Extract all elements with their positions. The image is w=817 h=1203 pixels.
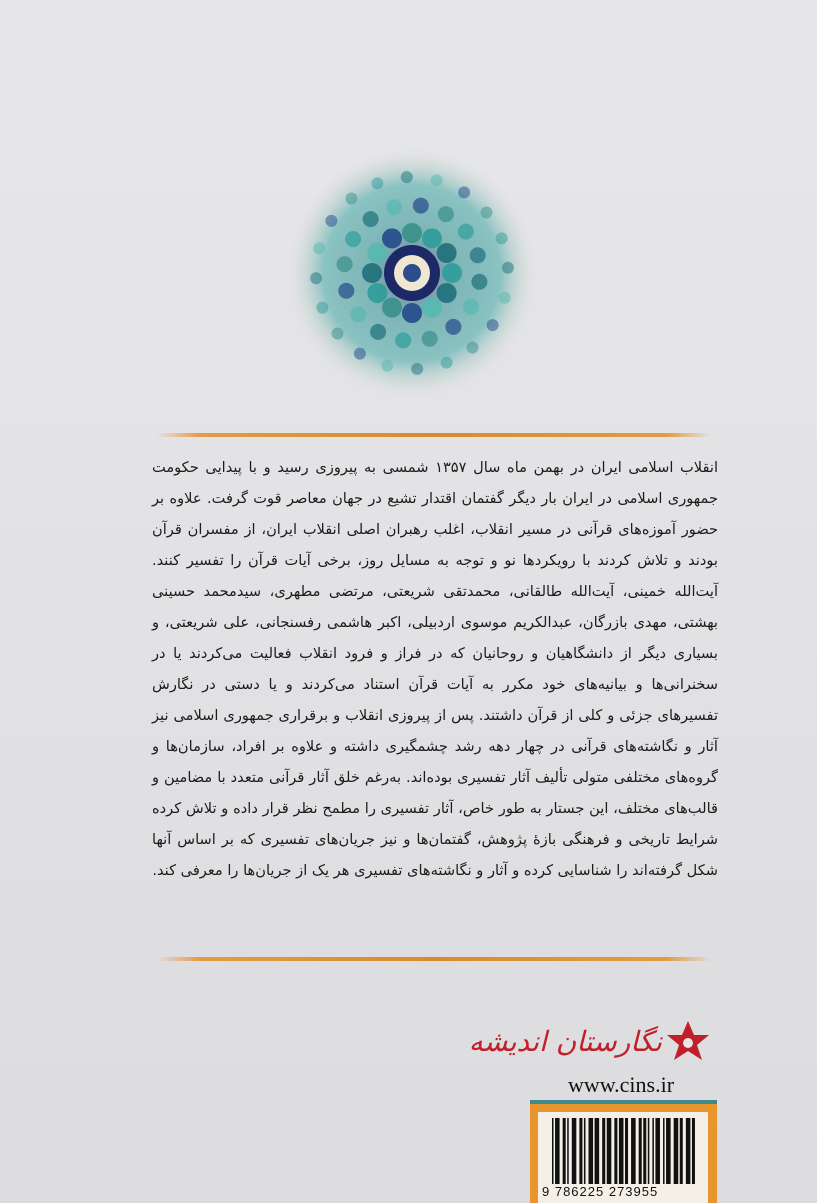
barcode-bar bbox=[572, 1118, 577, 1184]
rosette-tile bbox=[363, 211, 379, 227]
rosette-tile bbox=[458, 186, 470, 198]
bottom-decorative-rule bbox=[156, 957, 712, 961]
back-cover-description: انقلاب اسلامی ایران در بهمن ماه سال ۱۳۵۷ شمسی به پیروزی رسید و با پیدایی حکومت جمهوری اسلامی در ایران بار دیگر گفتمان اقتدار تشیع در جهان معاصر قوت گرفت. علاوه بر حضور آموزه‌های قرآنی در مسیر انقلاب، اغلب رهبران اصلی انقلاب ایران، از مفسران قرآن بودند و تلاش کردند با رویکردها نو و توجه به مسایل روز، برخی آیات قرآن را تفسیر کنند. آیت‌الله خمینی، آیت‌الله طالقانی، محمدتقی شریعتی، مرتضی مطهری، سیدمحمد حسینی بهشتی، مهدی بازرگان، عبدالکریم موسوی اردبیلی، اکبر هاشمی رفسنجانی، علی شریعتی، و بسیاری دیگر از دانشگاهیان و روحانیان که در فراز و فرود انقلاب فعالیت می‌کردند یا در سخنرانی‌ها و بیانیه‌های خود مکرر به آیات قرآن استناد می‌کردند و یا دستی در نگارش تفسیرهای جزئی و کلی از قرآن داشتند. پس از پیروزی انقلاب و برقراری جمهوری اسلامی نیز آثار و نگاشته‌های قرآنی در چهار دهه رشد چشمگیری داشته و علاوه بر افراد، سازمان‌ها و گروه‌های مختلفی متولی تألیف آثار تفسیری بوده‌اند. به‌رغم خلق آثار قرآنی متعدد با مضامین و قالب‌های مختلف، این جستار به طور خاص، آثار تفسیری را مطمح نظر قرار داده و تلاش کرده شرایط تاریخی و فرهنگی بازهٔ پژوهش، گفتمان‌ها و نیز جریان‌های تفسیری که بر اساس آنها شکل گرفته‌اند را شناسایی کرده و آثار و نگاشته‌های تفسیری هر یک از جریان‌ها را معرفی کند. bbox=[152, 459, 718, 879]
rosette-tile bbox=[463, 299, 479, 315]
rosette-tile bbox=[487, 319, 499, 331]
barcode-bar bbox=[674, 1118, 679, 1184]
barcode-panel bbox=[530, 1100, 717, 1203]
barcode-bar bbox=[552, 1118, 554, 1184]
barcode-bar bbox=[607, 1118, 612, 1184]
top-decorative-rule bbox=[156, 433, 712, 437]
barcode-bar bbox=[567, 1118, 569, 1184]
rosette-tile bbox=[422, 298, 442, 318]
barcode-bar bbox=[589, 1118, 594, 1184]
rosette-tile bbox=[502, 262, 514, 274]
rosette-tile bbox=[325, 215, 337, 227]
rosette-tile bbox=[470, 247, 486, 263]
barcode-bar bbox=[648, 1118, 650, 1184]
barcode-bar bbox=[619, 1118, 624, 1184]
rosette-tile bbox=[401, 171, 413, 183]
rosette-tile bbox=[422, 331, 438, 347]
star-flower-icon bbox=[664, 1018, 712, 1068]
rosette-tile bbox=[445, 319, 461, 335]
rosette-tile bbox=[346, 193, 358, 205]
rosette-tile bbox=[382, 298, 402, 318]
rosette-tile bbox=[367, 283, 387, 303]
rosette-tile bbox=[499, 292, 511, 304]
barcode-bar bbox=[595, 1118, 600, 1184]
barcode-bar bbox=[663, 1118, 665, 1184]
rosette-tile bbox=[437, 283, 457, 303]
barcode-bar bbox=[666, 1118, 671, 1184]
rosette-tile bbox=[338, 283, 354, 299]
rosette-tile bbox=[386, 199, 402, 215]
barcode-bar bbox=[579, 1118, 582, 1184]
rosette-tile bbox=[367, 243, 387, 263]
rosette-tile bbox=[467, 342, 479, 354]
rosette-tile bbox=[438, 206, 454, 222]
barcode-bar bbox=[555, 1118, 560, 1184]
tile-rosette-ornament bbox=[282, 145, 542, 400]
barcode-bar bbox=[631, 1118, 636, 1184]
rosette-tile bbox=[413, 198, 429, 214]
rosette-tile bbox=[345, 231, 361, 247]
isbn-barcode bbox=[538, 1112, 708, 1203]
barcode-bar bbox=[692, 1118, 695, 1184]
barcode-bar bbox=[686, 1118, 691, 1184]
rosette-tile bbox=[362, 263, 382, 283]
rosette-tile bbox=[354, 348, 366, 360]
rosette-tile bbox=[382, 228, 402, 248]
rosette-tile bbox=[395, 332, 411, 348]
rosette-tile bbox=[316, 302, 328, 314]
publisher-website: www.cins.ir bbox=[567, 1072, 675, 1097]
rosette-tile bbox=[441, 357, 453, 369]
barcode-bars bbox=[552, 1118, 698, 1184]
barcode-bar bbox=[643, 1118, 646, 1184]
rosette-tile bbox=[471, 274, 487, 290]
rosette-tile bbox=[481, 207, 493, 219]
barcode-bar bbox=[680, 1118, 683, 1184]
rosette-tile bbox=[431, 174, 443, 186]
barcode-bar bbox=[584, 1118, 586, 1184]
barcode-bar bbox=[602, 1118, 605, 1184]
barcode-bar bbox=[652, 1118, 654, 1184]
barcode-bar bbox=[563, 1118, 566, 1184]
rosette-tile bbox=[350, 306, 366, 322]
rosette-tile bbox=[411, 363, 423, 375]
publisher-logo-text: نگارستان اندیشه bbox=[468, 1025, 662, 1058]
rosette-tile bbox=[313, 242, 325, 254]
publisher-logo bbox=[468, 1018, 714, 1070]
rosette-tile bbox=[402, 223, 422, 243]
rosette-tile bbox=[337, 256, 353, 272]
rosette-tile bbox=[422, 228, 442, 248]
barcode-bar bbox=[625, 1118, 628, 1184]
rosette-tile bbox=[381, 360, 393, 372]
barcode-bar bbox=[614, 1118, 617, 1184]
rosette-tile bbox=[437, 243, 457, 263]
rosette-tile bbox=[442, 263, 462, 283]
barcode-digits: 9 786225 273955 bbox=[542, 1184, 659, 1199]
rosette-tile bbox=[371, 177, 383, 189]
rosette-tile bbox=[310, 272, 322, 284]
barcode-bar bbox=[639, 1118, 642, 1184]
rosette-tile bbox=[496, 232, 508, 244]
rosette-tile bbox=[332, 328, 344, 340]
rosette-tile bbox=[458, 224, 474, 240]
rosette-tile bbox=[370, 324, 386, 340]
barcode-bar bbox=[655, 1118, 660, 1184]
rosette-tile bbox=[402, 303, 422, 323]
